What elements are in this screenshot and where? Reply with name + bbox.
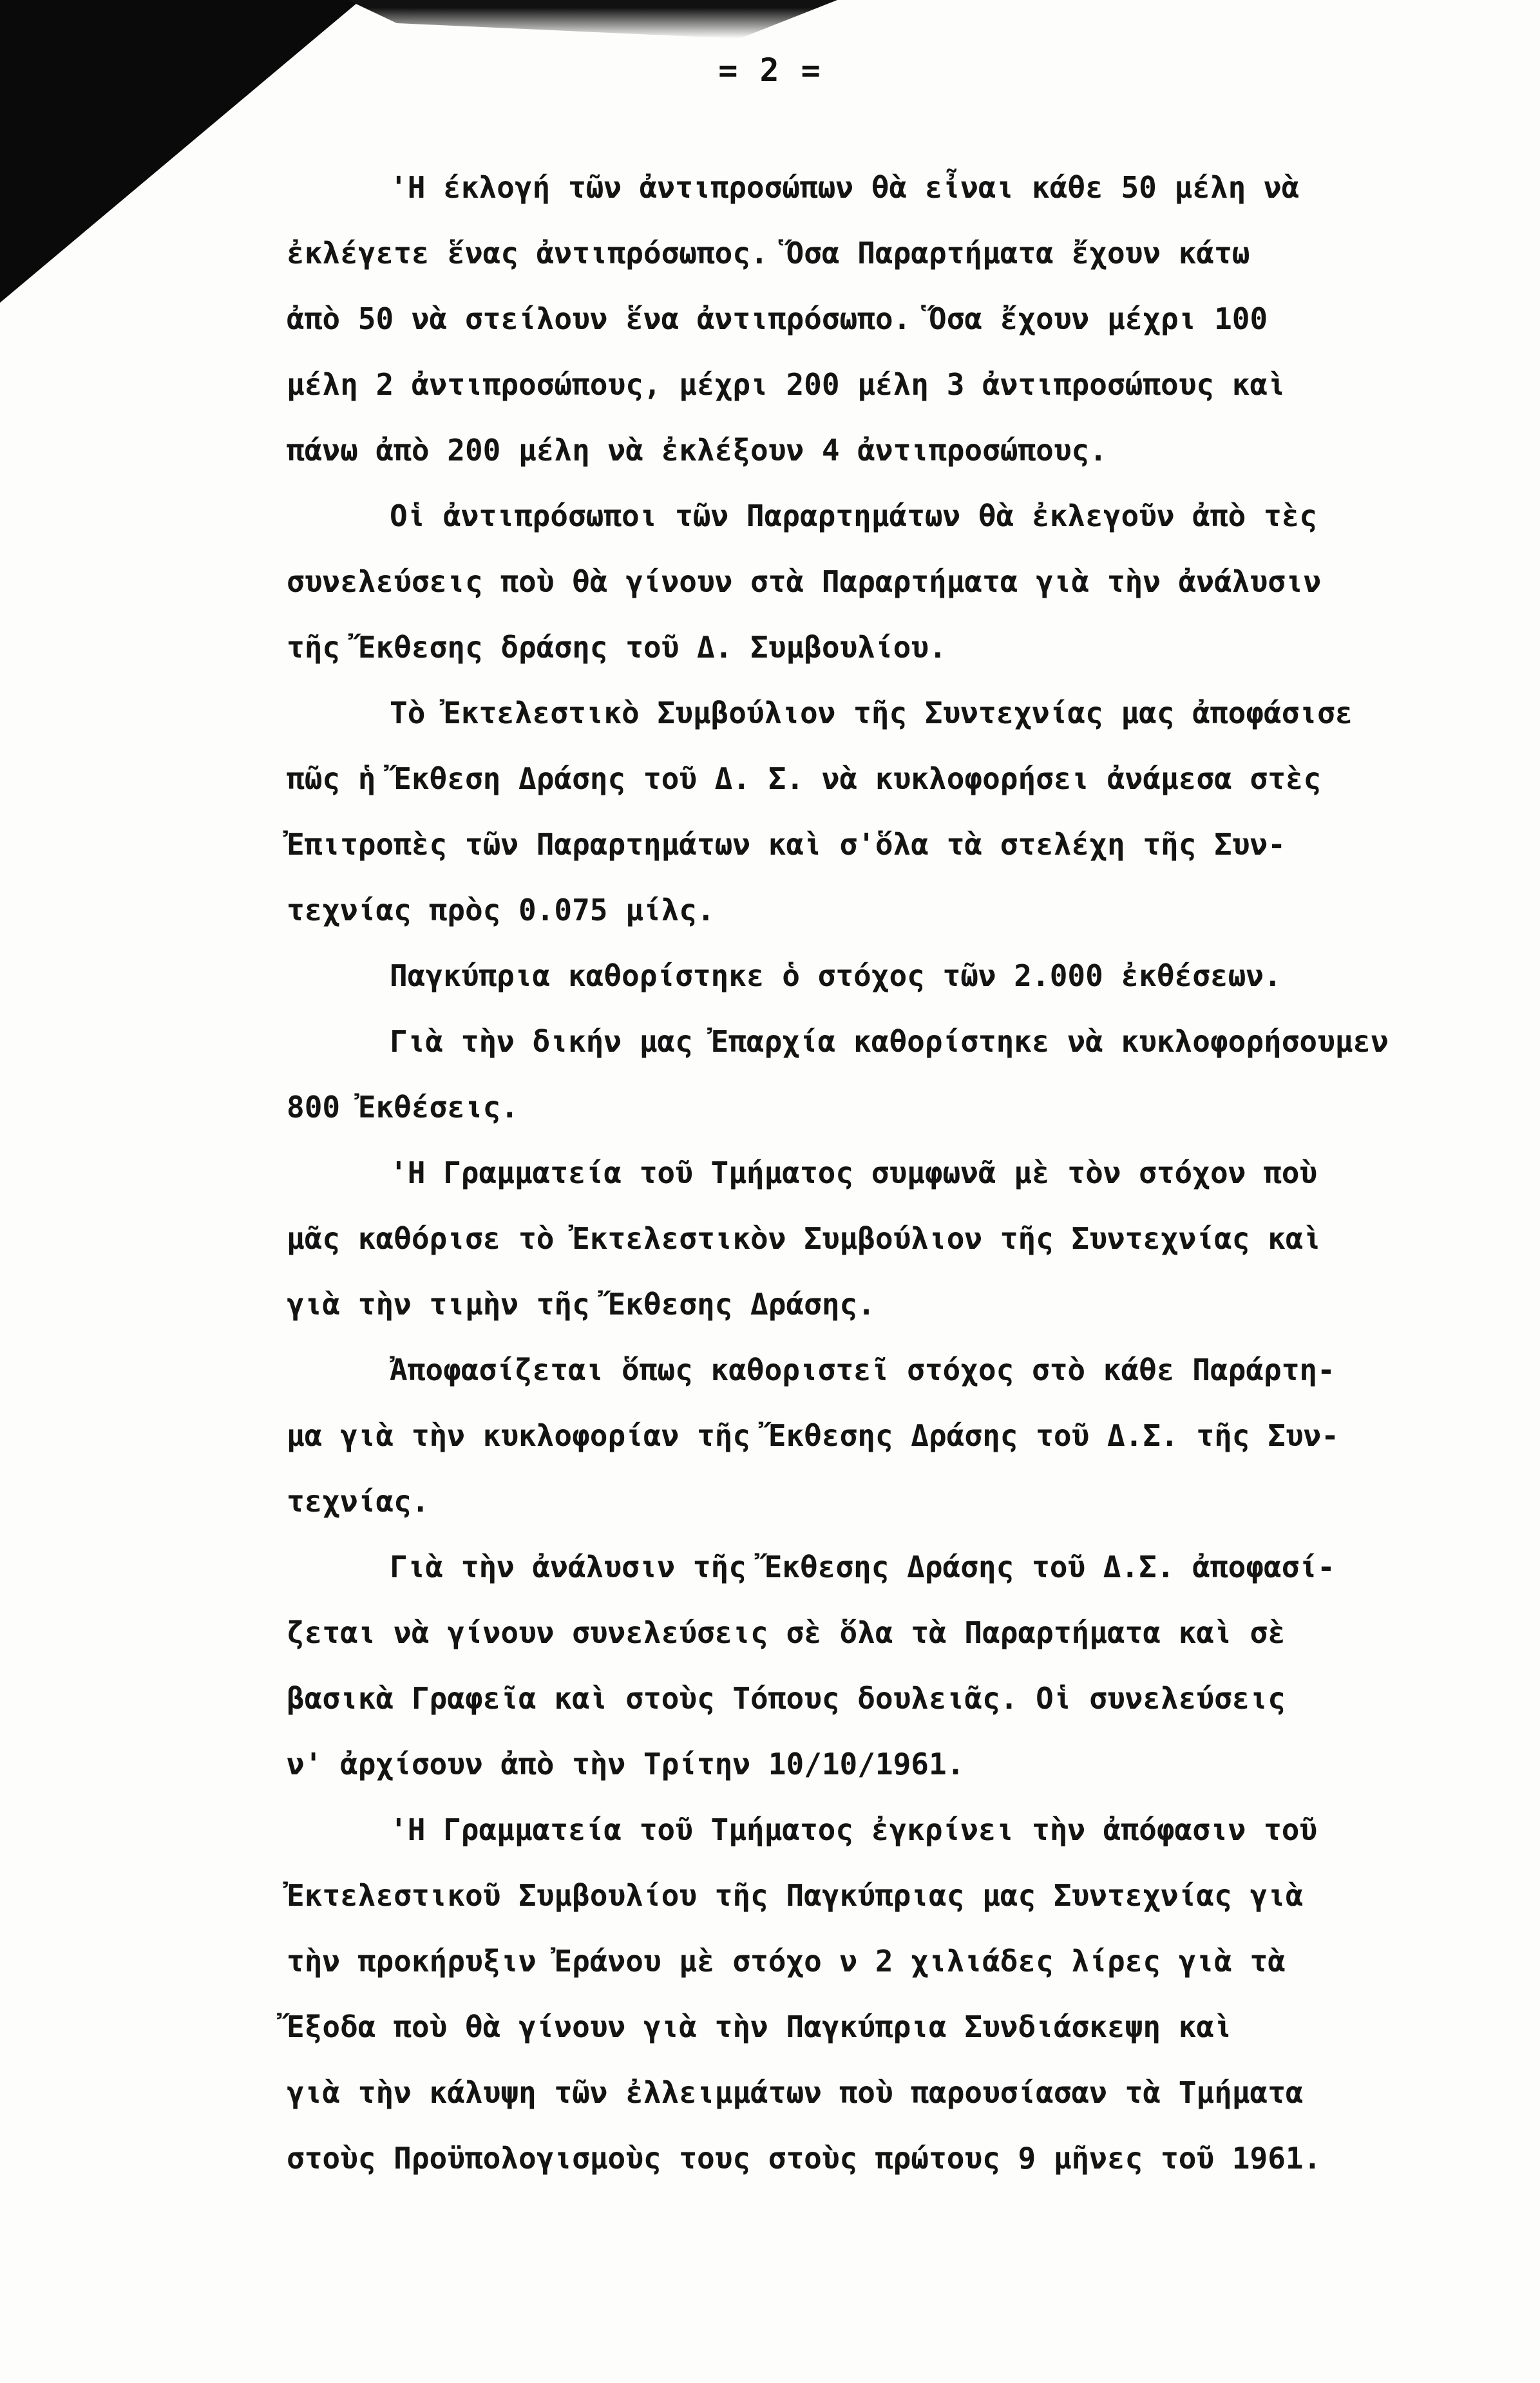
- text-line: 'Η Γραμματεία τοῦ Τμήματος συμφωνᾶ μὲ τὸν στόχον ποὺ: [390, 1155, 1318, 1190]
- text-line: ἐκλέγετε ἕνας ἀντιπρόσωπος. Ὅσα Παραρτήματα ἔχουν κάτω: [287, 236, 1250, 271]
- text-line: τεχνίας.: [287, 1484, 430, 1519]
- text-line: Ἀποφασίζεται ὅπως καθοριστεῖ στόχος στὸ κάθε Παράρτη-: [390, 1353, 1335, 1387]
- scan-top-shadow: [348, 0, 837, 39]
- text-line: ν' ἀρχίσουν ἀπὸ τὴν Τρίτην 10/10/1961.: [287, 1747, 965, 1781]
- text-line: 'Η Γραμματεία τοῦ Τμήματος ἐγκρίνει τὴν ἀπόφασιν τοῦ: [390, 1812, 1318, 1847]
- text-line: Ἐπιτροπὲς τῶν Παραρτημάτων καὶ σ'ὅλα τὰ στελέχη τῆς Συν-: [287, 827, 1286, 862]
- text-line: γιὰ τὴν τιμὴν τῆς Ἔκθεσης Δράσης.: [287, 1287, 875, 1322]
- text-line: Γιὰ τὴν ἀνάλυσιν τῆς Ἔκθεσης Δράσης τοῦ Δ.Σ. ἀποφασί-: [390, 1550, 1335, 1584]
- text-line: βασικὰ Γραφεῖα καὶ στοὺς Τόπους δουλειᾶς. Οἱ συνελεύσεις: [287, 1681, 1286, 1716]
- text-line: Παγκύπρια καθορίστηκε ὁ στόχος τῶν 2.000 ἐκθέσεων.: [390, 958, 1282, 993]
- text-line: στοὺς Προϋπολογισμοὺς τους στοὺς πρώτους 9 μῆνες τοῦ 1961.: [287, 2141, 1322, 2176]
- text-line: τὴν προκήρυξιν Ἐράνου μὲ στόχο ν 2 χιλιάδες λίρες γιὰ τὰ: [287, 1944, 1286, 1979]
- document-body: [287, 155, 1510, 2191]
- text-line: γιὰ τὴν κάλυψη τῶν ἐλλειμμάτων ποὺ παρουσίασαν τὰ Τμήματα: [287, 2075, 1304, 2110]
- text-line: πῶς ἡ Ἔκθεση Δράσης τοῦ Δ. Σ. νὰ κυκλοφορήσει ἀνάμεσα στὲς: [287, 761, 1322, 796]
- text-line: Τὸ Ἐκτελεστικὸ Συμβούλιον τῆς Συντεχνίας μας ἀποφάσισε: [390, 696, 1353, 730]
- text-line: τεχνίας πρὸς 0.075 μίλς.: [287, 893, 715, 927]
- text-line: Ἔξοδα ποὺ θὰ γίνουν γιὰ τὴν Παγκύπρια Συνδιάσκεψη καὶ: [287, 2009, 1232, 2044]
- text-line: μα γιὰ τὴν κυκλοφορίαν τῆς Ἔκθεσης Δράσης τοῦ Δ.Σ. τῆς Συν-: [287, 1418, 1339, 1453]
- text-line: Γιὰ τὴν δικήν μας Ἐπαρχία καθορίστηκε νὰ κυκλοφορήσουμεν: [390, 1024, 1389, 1059]
- text-line: ἀπὸ 50 νὰ στείλουν ἕνα ἀντιπρόσωπο. Ὅσα ἔχουν μέχρι 100: [287, 301, 1268, 336]
- page-number: = 2 =: [718, 52, 822, 89]
- text-line: Ἐκτελεστικοῦ Συμβουλίου τῆς Παγκύπριας μας Συντεχνίας γιὰ: [287, 1878, 1304, 1913]
- text-line: ζεται νὰ γίνουν συνελεύσεις σὲ ὅλα τὰ Παραρτήματα καὶ σὲ: [287, 1615, 1286, 1650]
- text-line: συνελεύσεις ποὺ θὰ γίνουν στὰ Παραρτήματα γιὰ τὴν ἀνάλυσιν: [287, 564, 1322, 599]
- text-line: Οἱ ἀντιπρόσωποι τῶν Παραρτημάτων θὰ ἐκλεγοῦν ἀπὸ τὲς: [390, 498, 1318, 533]
- text-line: 800 Ἐκθέσεις.: [287, 1090, 519, 1125]
- text-line: μᾶς καθόρισε τὸ Ἐκτελεστικὸν Συμβούλιον τῆς Συντεχνίας καὶ: [287, 1221, 1322, 1256]
- text-line: πάνω ἀπὸ 200 μέλη νὰ ἐκλέξουν 4 ἀντιπροσώπους.: [287, 433, 1107, 468]
- text-line: τῆς Ἔκθεσης δράσης τοῦ Δ. Συμβουλίου.: [287, 630, 947, 665]
- text-line: μέλη 2 ἀντιπροσώπους, μέχρι 200 μέλη 3 ἀντιπροσώπους καὶ: [287, 367, 1286, 402]
- text-line: 'Η έκλογή τῶν ἀντιπροσώπων θὰ εἶναι κάθε 50 μέλη νὰ: [390, 170, 1300, 205]
